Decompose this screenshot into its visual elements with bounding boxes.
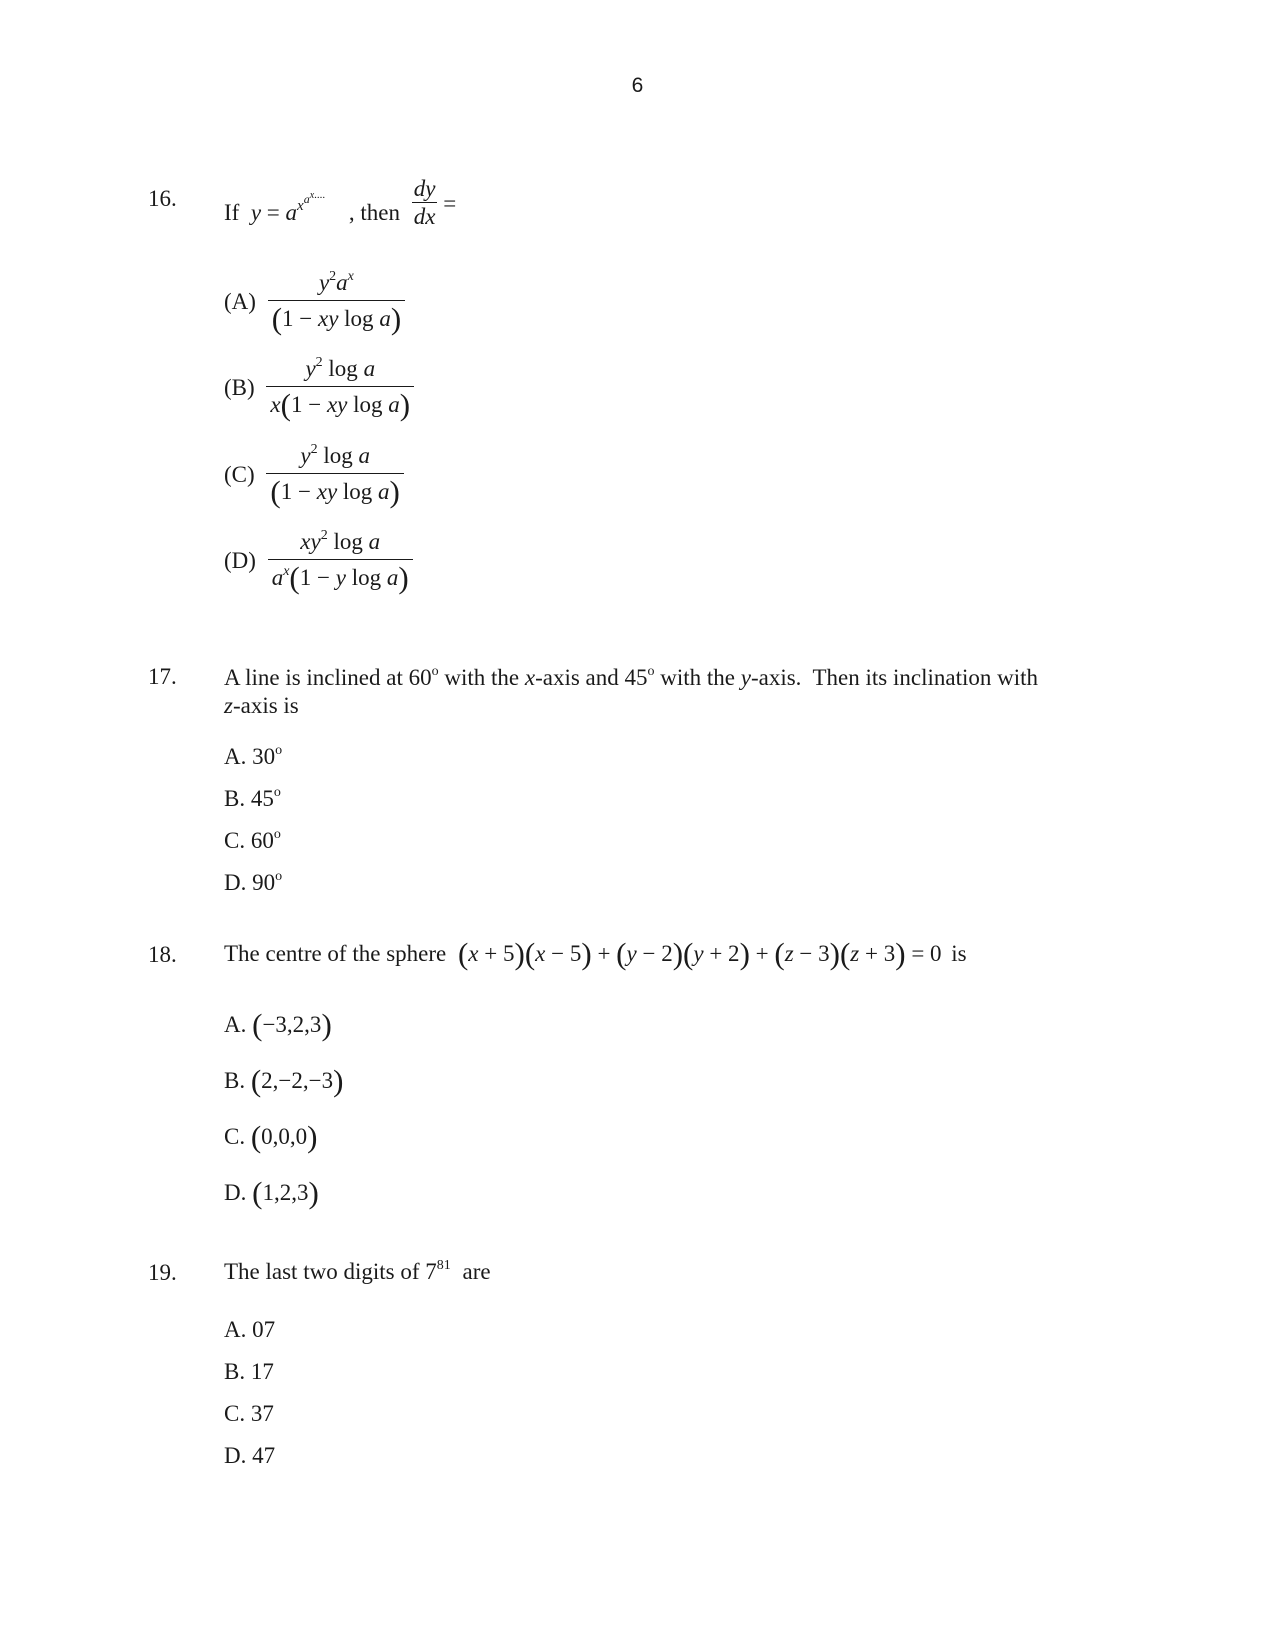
q17-degree-2: o (647, 664, 655, 679)
question-17-number: 17. (148, 664, 177, 689)
q18-option-a-value: (−3,2,3) (252, 1007, 332, 1042)
q19-option-c[interactable]: C. 37 (224, 1401, 274, 1426)
question-16-text: If $y = a^{xax....}$ , then $\frac{dy}{dx}$ = (224, 176, 457, 229)
q17-text-c: -axis and 45 (535, 665, 648, 690)
question-16-number: 16. (148, 186, 177, 211)
q17-text-a: A line is inclined at 60 (224, 665, 432, 690)
q17-z-var: z (224, 693, 233, 718)
q17-option-c[interactable] (224, 828, 281, 854)
q19-exponent: 81 (436, 1258, 451, 1273)
q18-option-d-value: (1,2,3) (252, 1175, 319, 1210)
question-19-number: 19. (148, 1260, 177, 1285)
q17-y-var: y (740, 665, 751, 690)
q18-option-c-value: (0,0,0) (250, 1119, 318, 1154)
q17-option-d-label: D. 90 (224, 870, 276, 895)
q17-text-e: -axis. Then its inclination with (750, 665, 1039, 690)
q18-option-c[interactable] (224, 1119, 318, 1154)
q16-dy-dx: $\frac{dy}{dx}$ (413, 176, 436, 229)
q16-option-a-formula: $\frac{y^2a^x}{\text{(1 − xy log a)}}$ (268, 268, 405, 335)
q17-option-b-degree: o (273, 785, 281, 800)
q17-text-b: with the (438, 665, 525, 690)
question-19-text (224, 1258, 1154, 1286)
q17-option-b-label: B. 45 (224, 786, 274, 811)
q19-text-prefix: The last two digits of 7 (224, 1259, 437, 1284)
q18-option-a[interactable] (224, 1007, 332, 1042)
q17-option-d[interactable] (224, 870, 282, 896)
q16-option-a-label: (A) (224, 288, 256, 314)
q17-text-f: -axis is (232, 693, 299, 718)
q18-sphere-equation: (x + 5)(x − 5) + (y − 2)(y + 2) + (z − 3)(z + 3) = 0 (457, 936, 942, 971)
q16-then: , then (348, 199, 401, 225)
q18-option-b-label: B. (224, 1068, 246, 1093)
q17-option-b[interactable] (224, 786, 281, 812)
q19-option-a[interactable]: A. 07 (224, 1317, 276, 1342)
q16-option-c[interactable] (224, 441, 404, 508)
q16-if: If (224, 199, 240, 225)
q16-option-d[interactable] (224, 527, 413, 594)
question-18-number: 18. (148, 942, 177, 967)
q16-option-d-label: (D) (224, 547, 256, 573)
q16-option-b-formula: $\frac{y^2 \log a}{\text{x(1 − xy log a)}}$ (266, 354, 414, 421)
q16-option-c-formula: $\frac{y^2 \log a}{\text{(1 − xy log a)}}$ (266, 441, 403, 508)
q18-text-prefix: The centre of the sphere (224, 941, 447, 966)
q17-text-d: with the (654, 665, 741, 690)
q18-option-d[interactable] (224, 1175, 319, 1210)
q19-option-b[interactable]: B. 17 (224, 1359, 274, 1384)
q18-option-b-value: (2,−2,−3) (250, 1063, 344, 1098)
q18-option-d-label: D. (224, 1180, 247, 1205)
q18-option-b[interactable] (224, 1063, 344, 1098)
q16-option-b[interactable] (224, 354, 414, 421)
q16-option-c-label: (C) (224, 461, 255, 487)
q17-option-a[interactable] (224, 744, 282, 770)
q16-equation: $y = a^{xax....}$ (250, 188, 326, 225)
q17-option-a-label: A. 30 (224, 744, 276, 769)
q16-option-b-label: (B) (224, 374, 255, 400)
q17-option-a-degree: o (275, 743, 283, 758)
question-18-text (224, 936, 1154, 971)
q17-option-d-degree: o (275, 869, 283, 884)
page-number: 6 (631, 74, 644, 97)
q18-option-c-label: C. (224, 1124, 246, 1149)
q19-text-suffix: are (462, 1259, 491, 1284)
q17-option-c-label: C. 60 (224, 828, 274, 853)
q17-x-var: x (524, 665, 536, 690)
q16-option-a[interactable] (224, 268, 405, 335)
q16-option-d-formula: $\frac{xy^2 \log a}{a^x(1 - y \log a)}$ (268, 527, 413, 594)
q17-degree-1: o (431, 664, 439, 679)
q18-option-a-label: A. (224, 1012, 247, 1037)
q17-option-c-degree: o (273, 827, 281, 842)
q18-text-suffix: is (951, 941, 967, 966)
q19-option-d[interactable]: D. 47 (224, 1443, 276, 1468)
question-17-text (224, 664, 1154, 720)
